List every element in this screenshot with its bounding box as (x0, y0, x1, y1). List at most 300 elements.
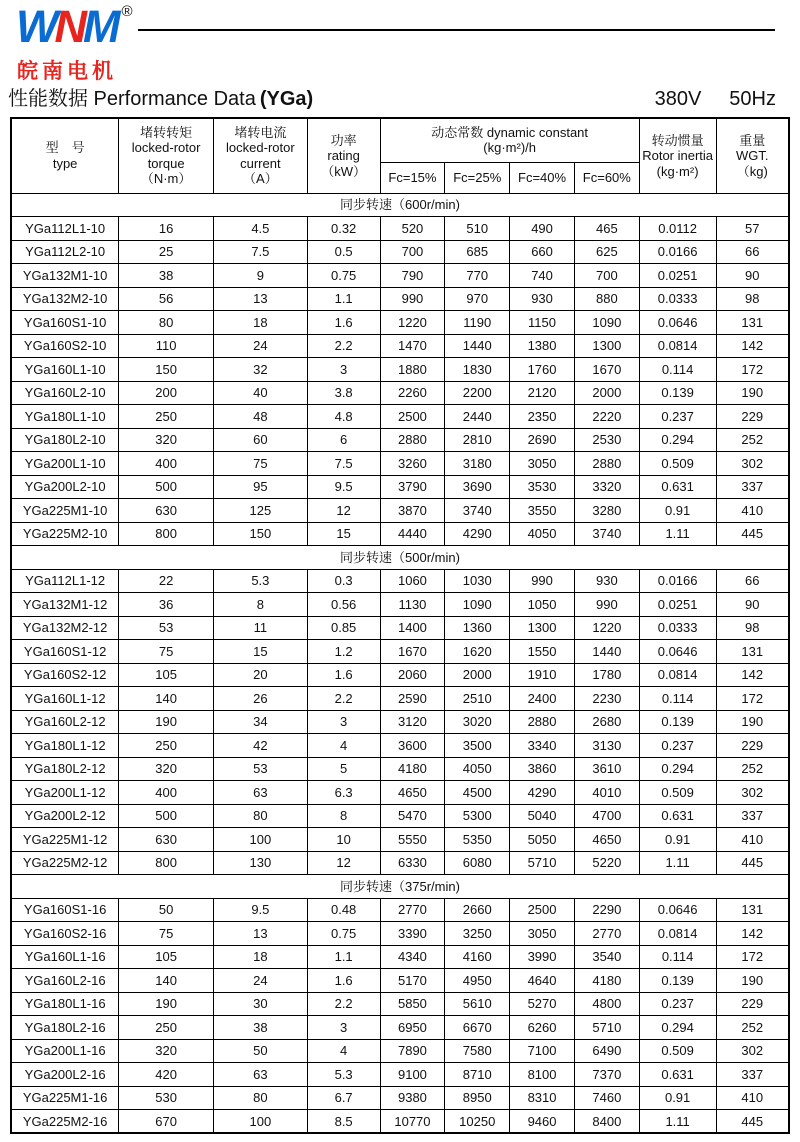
cell-fc25: 10250 (445, 1110, 510, 1134)
cell-weight: 142 (716, 334, 789, 358)
cell-inertia: 0.631 (639, 475, 716, 499)
cell-torque: 140 (119, 969, 214, 993)
cell-fc60: 625 (574, 240, 639, 264)
cell-type: YGa112L1-12 (11, 569, 119, 593)
cell-torque: 25 (119, 240, 214, 264)
section-title: 同步转速（500r/min) (11, 546, 789, 570)
table-row (11, 663, 789, 687)
cell-fc60: 7460 (574, 1086, 639, 1110)
cell-inertia: 0.237 (639, 405, 716, 429)
cell-fc60: 930 (574, 569, 639, 593)
cell-fc25: 3250 (445, 922, 510, 946)
cell-fc40: 4050 (510, 522, 575, 546)
cell-inertia: 0.114 (639, 687, 716, 711)
cell-fc15: 3600 (380, 734, 445, 758)
cell-torque: 500 (119, 804, 214, 828)
cell-inertia: 0.139 (639, 969, 716, 993)
cell-inertia: 0.294 (639, 757, 716, 781)
table-row (11, 945, 789, 969)
performance-table (10, 117, 790, 1134)
col-header-fc60: Fc=60% (574, 162, 639, 193)
table-row (11, 1110, 789, 1134)
cell-fc60: 2000 (574, 381, 639, 405)
cell-current: 95 (214, 475, 308, 499)
cell-torque: 50 (119, 898, 214, 922)
table-row (11, 992, 789, 1016)
cell-torque: 250 (119, 1016, 214, 1040)
cell-fc15: 1060 (380, 569, 445, 593)
cell-current: 50 (214, 1039, 308, 1063)
section-title: 同步转速（375r/min) (11, 875, 789, 899)
cell-inertia: 1.11 (639, 522, 716, 546)
col-header-torque-en1: locked-rotor (131, 140, 201, 156)
col-header-power-rating (307, 118, 380, 193)
cell-fc25: 6670 (445, 1016, 510, 1040)
cell-fc40: 9460 (510, 1110, 575, 1134)
cell-fc40: 7100 (510, 1039, 575, 1063)
cell-fc40: 3550 (510, 499, 575, 523)
cell-torque: 800 (119, 851, 214, 875)
cell-weight: 302 (716, 1039, 789, 1063)
cell-fc60: 2770 (574, 922, 639, 946)
cell-fc15: 5170 (380, 969, 445, 993)
cell-type: YGa180L1-12 (11, 734, 119, 758)
cell-fc15: 4180 (380, 757, 445, 781)
table-row (11, 569, 789, 593)
col-header-weight-unit: （kg) (736, 163, 768, 179)
cell-fc60: 7370 (574, 1063, 639, 1087)
cell-rating: 12 (307, 499, 380, 523)
cell-fc40: 3050 (510, 452, 575, 476)
cell-inertia: 0.0814 (639, 922, 716, 946)
table-row (11, 851, 789, 875)
cell-fc60: 4700 (574, 804, 639, 828)
cell-type: YGa225M1-12 (11, 828, 119, 852)
cell-inertia: 0.0251 (639, 264, 716, 288)
cell-type: YGa160L1-12 (11, 687, 119, 711)
cell-type: YGa160S2-10 (11, 334, 119, 358)
cell-fc60: 465 (574, 217, 639, 241)
cell-fc15: 990 (380, 287, 445, 311)
cell-current: 63 (214, 781, 308, 805)
col-header-current-unit: （A） (243, 171, 278, 187)
cell-torque: 630 (119, 499, 214, 523)
logo-letter-m: M (82, 1, 117, 52)
table-row (11, 687, 789, 711)
cell-fc25: 1440 (445, 334, 510, 358)
cell-torque: 53 (119, 616, 214, 640)
cell-fc25: 2200 (445, 381, 510, 405)
cell-rating: 5.3 (307, 1063, 380, 1087)
cell-fc40: 2880 (510, 710, 575, 734)
cell-torque: 320 (119, 1039, 214, 1063)
cell-fc15: 3790 (380, 475, 445, 499)
cell-fc25: 1090 (445, 593, 510, 617)
cell-fc60: 1300 (574, 334, 639, 358)
cell-current: 38 (214, 1016, 308, 1040)
cell-torque: 110 (119, 334, 214, 358)
col-header-weight-en: WGT. (736, 148, 769, 163)
table-row (11, 217, 789, 241)
col-group-dynamic-title: 动态常数 dynamic constant (431, 124, 589, 140)
table-row (11, 405, 789, 429)
logo-letter-w: W (16, 1, 55, 52)
cell-weight: 252 (716, 1016, 789, 1040)
cell-current: 24 (214, 969, 308, 993)
cell-rating: 0.5 (307, 240, 380, 264)
col-header-locked-rotor-current (214, 118, 308, 193)
cell-current: 7.5 (214, 240, 308, 264)
cell-fc60: 2290 (574, 898, 639, 922)
cell-inertia: 0.139 (639, 710, 716, 734)
cell-fc40: 5040 (510, 804, 575, 828)
table-row (11, 358, 789, 382)
cell-weight: 252 (716, 428, 789, 452)
cell-rating: 4.8 (307, 405, 380, 429)
cell-fc60: 5710 (574, 1016, 639, 1040)
cell-fc60: 1440 (574, 640, 639, 664)
col-header-fc25: Fc=25% (445, 162, 510, 193)
cell-type: YGa160L2-10 (11, 381, 119, 405)
cell-fc15: 1670 (380, 640, 445, 664)
cell-torque: 80 (119, 311, 214, 335)
cell-torque: 250 (119, 734, 214, 758)
cell-fc60: 6490 (574, 1039, 639, 1063)
cell-fc15: 6950 (380, 1016, 445, 1040)
frequency-label: 50Hz (729, 88, 776, 110)
cell-fc25: 4160 (445, 945, 510, 969)
cell-fc15: 6330 (380, 851, 445, 875)
cell-inertia: 0.0112 (639, 217, 716, 241)
cell-current: 60 (214, 428, 308, 452)
cell-rating: 1.6 (307, 311, 380, 335)
cell-fc15: 9380 (380, 1086, 445, 1110)
cell-current: 4.5 (214, 217, 308, 241)
cell-rating: 7.5 (307, 452, 380, 476)
cell-torque: 56 (119, 287, 214, 311)
cell-torque: 420 (119, 1063, 214, 1087)
cell-weight: 410 (716, 828, 789, 852)
cell-torque: 400 (119, 781, 214, 805)
cell-type: YGa225M2-16 (11, 1110, 119, 1134)
cell-rating: 10 (307, 828, 380, 852)
section-row (11, 546, 789, 570)
cell-weight: 229 (716, 734, 789, 758)
table-row (11, 1039, 789, 1063)
cell-type: YGa112L1-10 (11, 217, 119, 241)
cell-type: YGa180L1-10 (11, 405, 119, 429)
cell-fc40: 4640 (510, 969, 575, 993)
table-row (11, 1086, 789, 1110)
cell-rating: 5 (307, 757, 380, 781)
cell-rating: 3 (307, 358, 380, 382)
cell-fc15: 4650 (380, 781, 445, 805)
cell-fc40: 1760 (510, 358, 575, 382)
cell-type: YGa180L2-12 (11, 757, 119, 781)
cell-rating: 2.2 (307, 334, 380, 358)
cell-type: YGa160L2-12 (11, 710, 119, 734)
cell-torque: 38 (119, 264, 214, 288)
cell-fc40: 1910 (510, 663, 575, 687)
cell-rating: 6.3 (307, 781, 380, 805)
cell-rating: 0.56 (307, 593, 380, 617)
cell-weight: 190 (716, 381, 789, 405)
cell-type: YGa200L1-12 (11, 781, 119, 805)
cell-current: 26 (214, 687, 308, 711)
cell-fc15: 1880 (380, 358, 445, 382)
table-row (11, 334, 789, 358)
table-body (11, 193, 789, 1133)
cell-fc15: 7890 (380, 1039, 445, 1063)
cell-fc15: 790 (380, 264, 445, 288)
table-row (11, 781, 789, 805)
cell-current: 40 (214, 381, 308, 405)
cell-fc15: 3390 (380, 922, 445, 946)
cell-fc60: 8400 (574, 1110, 639, 1134)
cell-weight: 142 (716, 922, 789, 946)
cell-type: YGa132M2-12 (11, 616, 119, 640)
cell-weight: 131 (716, 640, 789, 664)
cell-weight: 131 (716, 311, 789, 335)
cell-weight: 445 (716, 1110, 789, 1134)
cell-type: YGa225M1-10 (11, 499, 119, 523)
cell-torque: 190 (119, 992, 214, 1016)
col-header-fc40: Fc=40% (510, 162, 575, 193)
col-header-rotor-inertia (639, 118, 716, 193)
col-header-weight-cn: 重量 (739, 132, 766, 148)
cell-fc25: 510 (445, 217, 510, 241)
cell-inertia: 0.91 (639, 499, 716, 523)
cell-weight: 172 (716, 945, 789, 969)
col-header-type (11, 118, 119, 193)
col-header-inertia-cn: 转动惯量 (651, 132, 704, 148)
col-header-inertia-en: Rotor inertia (642, 148, 714, 163)
table-row (11, 381, 789, 405)
cell-fc60: 3130 (574, 734, 639, 758)
cell-fc15: 5470 (380, 804, 445, 828)
cell-fc40: 2400 (510, 687, 575, 711)
cell-rating: 0.48 (307, 898, 380, 922)
cell-inertia: 0.509 (639, 452, 716, 476)
cell-fc60: 4650 (574, 828, 639, 852)
cell-fc15: 3260 (380, 452, 445, 476)
cell-fc40: 1050 (510, 593, 575, 617)
cell-fc15: 2880 (380, 428, 445, 452)
cell-fc15: 3120 (380, 710, 445, 734)
cell-fc40: 6260 (510, 1016, 575, 1040)
cell-current: 34 (214, 710, 308, 734)
cell-weight: 66 (716, 569, 789, 593)
cell-rating: 0.3 (307, 569, 380, 593)
cell-inertia: 0.0646 (639, 311, 716, 335)
table-row (11, 311, 789, 335)
cell-weight: 229 (716, 405, 789, 429)
cell-fc40: 1550 (510, 640, 575, 664)
cell-rating: 4 (307, 1039, 380, 1063)
cell-fc25: 3740 (445, 499, 510, 523)
cell-fc40: 930 (510, 287, 575, 311)
col-group-dynamic-unit: (kg·m²)/h (483, 140, 536, 156)
cell-fc40: 3860 (510, 757, 575, 781)
cell-fc60: 2230 (574, 687, 639, 711)
cell-rating: 3.8 (307, 381, 380, 405)
page-title-text: 性能数据 Performance Data (8, 88, 256, 110)
cell-fc15: 5850 (380, 992, 445, 1016)
cell-fc40: 1380 (510, 334, 575, 358)
cell-current: 24 (214, 334, 308, 358)
header-divider-line (138, 29, 775, 31)
cell-type: YGa200L2-12 (11, 804, 119, 828)
cell-fc40: 8310 (510, 1086, 575, 1110)
cell-fc60: 2880 (574, 452, 639, 476)
cell-fc60: 1090 (574, 311, 639, 335)
cell-type: YGa160L1-10 (11, 358, 119, 382)
cell-fc25: 4290 (445, 522, 510, 546)
cell-fc60: 1780 (574, 663, 639, 687)
table-row (11, 710, 789, 734)
cell-fc15: 9100 (380, 1063, 445, 1087)
cell-fc25: 3500 (445, 734, 510, 758)
voltage-label: 380V (654, 88, 702, 110)
table-row (11, 922, 789, 946)
col-header-current-en1: locked-rotor (226, 140, 295, 156)
cell-fc25: 2660 (445, 898, 510, 922)
cell-current: 13 (214, 287, 308, 311)
cell-type: YGa160L1-16 (11, 945, 119, 969)
col-header-rating-en: rating (327, 148, 360, 163)
cell-current: 42 (214, 734, 308, 758)
cell-fc25: 8950 (445, 1086, 510, 1110)
cell-type: YGa225M2-10 (11, 522, 119, 546)
cell-inertia: 1.11 (639, 851, 716, 875)
cell-type: YGa200L1-16 (11, 1039, 119, 1063)
table-row (11, 1016, 789, 1040)
cell-fc60: 990 (574, 593, 639, 617)
table-row (11, 804, 789, 828)
cell-fc60: 3320 (574, 475, 639, 499)
cell-fc40: 2350 (510, 405, 575, 429)
cell-inertia: 0.0333 (639, 287, 716, 311)
cell-weight: 337 (716, 804, 789, 828)
cell-current: 5.3 (214, 569, 308, 593)
col-header-fc15: Fc=15% (380, 162, 445, 193)
cell-fc25: 5300 (445, 804, 510, 828)
cell-current: 63 (214, 1063, 308, 1087)
col-header-torque-cn: 堵转转矩 (140, 124, 193, 140)
cell-torque: 250 (119, 405, 214, 429)
cell-current: 15 (214, 640, 308, 664)
cell-current: 75 (214, 452, 308, 476)
table-row (11, 522, 789, 546)
cell-inertia: 0.0646 (639, 898, 716, 922)
cell-fc25: 970 (445, 287, 510, 311)
cell-current: 20 (214, 663, 308, 687)
cell-inertia: 0.114 (639, 945, 716, 969)
col-header-torque-en2: torque (147, 155, 185, 171)
cell-fc15: 10770 (380, 1110, 445, 1134)
table-row (11, 452, 789, 476)
rating-specs (655, 88, 776, 111)
cell-fc60: 1670 (574, 358, 639, 382)
table-row (11, 757, 789, 781)
cell-inertia: 0.0814 (639, 663, 716, 687)
col-header-torque-unit: （N·m） (140, 171, 192, 187)
cell-type: YGa200L2-16 (11, 1063, 119, 1087)
cell-fc15: 2060 (380, 663, 445, 687)
col-header-type-en: type (52, 155, 78, 171)
cell-type: YGa180L2-10 (11, 428, 119, 452)
cell-fc40: 3990 (510, 945, 575, 969)
cell-torque: 320 (119, 428, 214, 452)
cell-type: YGa160S1-16 (11, 898, 119, 922)
cell-current: 150 (214, 522, 308, 546)
cell-fc15: 4340 (380, 945, 445, 969)
cell-fc25: 4500 (445, 781, 510, 805)
col-header-type-cn: 型 号 (45, 140, 85, 156)
cell-inertia: 1.11 (639, 1110, 716, 1134)
cell-current: 100 (214, 1110, 308, 1134)
cell-weight: 337 (716, 475, 789, 499)
col-header-weight (716, 118, 789, 193)
col-header-locked-rotor-torque (119, 118, 214, 193)
cell-rating: 3 (307, 710, 380, 734)
cell-rating: 1.6 (307, 663, 380, 687)
cell-fc15: 1220 (380, 311, 445, 335)
cell-fc25: 685 (445, 240, 510, 264)
section-row (11, 193, 789, 217)
cell-fc60: 3610 (574, 757, 639, 781)
cell-torque: 150 (119, 358, 214, 382)
cell-fc25: 7580 (445, 1039, 510, 1063)
series-label: (YGa) (259, 88, 314, 110)
cell-fc15: 2770 (380, 898, 445, 922)
cell-inertia: 0.0166 (639, 569, 716, 593)
col-header-inertia-unit: (kg·m²) (656, 163, 699, 179)
cell-current: 8 (214, 593, 308, 617)
cell-inertia: 0.0166 (639, 240, 716, 264)
cell-weight: 229 (716, 992, 789, 1016)
cell-fc60: 2530 (574, 428, 639, 452)
cell-type: YGa160S1-12 (11, 640, 119, 664)
cell-inertia: 0.509 (639, 781, 716, 805)
cell-fc25: 6080 (445, 851, 510, 875)
cell-rating: 1.1 (307, 945, 380, 969)
title-row (8, 82, 776, 111)
cell-rating: 8 (307, 804, 380, 828)
cell-torque: 630 (119, 828, 214, 852)
cell-inertia: 0.114 (639, 358, 716, 382)
cell-rating: 2.2 (307, 687, 380, 711)
col-header-current-en2: current (240, 155, 281, 171)
cell-weight: 98 (716, 287, 789, 311)
cell-fc40: 1150 (510, 311, 575, 335)
table-row (11, 593, 789, 617)
table-row (11, 898, 789, 922)
registered-trademark-icon: ® (121, 3, 133, 20)
cell-current: 30 (214, 992, 308, 1016)
cell-fc40: 2120 (510, 381, 575, 405)
cell-fc15: 4440 (380, 522, 445, 546)
cell-fc60: 2680 (574, 710, 639, 734)
cell-weight: 90 (716, 264, 789, 288)
col-group-dynamic-constant (380, 118, 639, 162)
cell-inertia: 0.237 (639, 734, 716, 758)
cell-fc15: 1470 (380, 334, 445, 358)
cell-fc15: 700 (380, 240, 445, 264)
cell-rating: 8.5 (307, 1110, 380, 1134)
cell-type: YGa225M2-12 (11, 851, 119, 875)
cell-weight: 172 (716, 687, 789, 711)
